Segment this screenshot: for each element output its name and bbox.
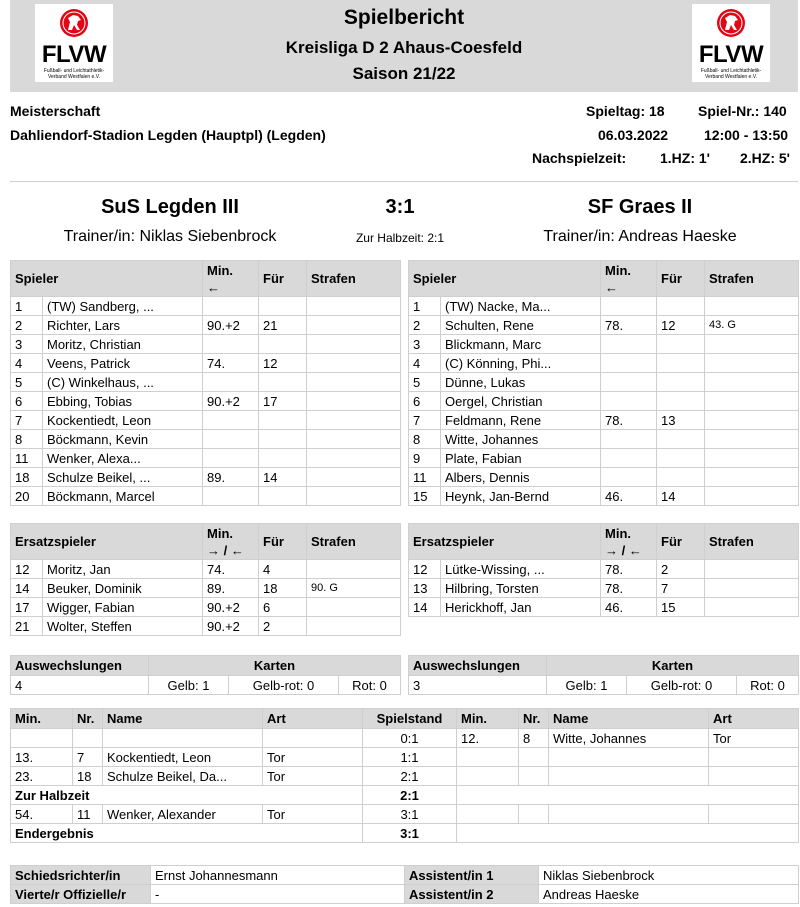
player-penalty	[307, 598, 401, 617]
player-minute	[203, 411, 259, 430]
player-number: 11	[11, 449, 43, 468]
player-penalty	[307, 430, 401, 449]
player-minute	[203, 335, 259, 354]
player-minute: 78.	[601, 316, 657, 335]
player-number: 20	[11, 487, 43, 506]
player-row	[409, 468, 799, 487]
final-score: 3:1	[385, 196, 415, 218]
header-substitutions: Auswechslungen	[409, 656, 547, 676]
player-penalty	[307, 617, 401, 636]
player-name: (C) Winkelhaus, ...	[43, 373, 203, 392]
home-goal-scorer: Kockentiedt, Leon	[103, 748, 263, 767]
player-name: Moritz, Christian	[43, 335, 203, 354]
yellow-red-cards: Gelb-rot: 0	[627, 676, 737, 695]
assistant1-label: Assistent/in 1	[405, 866, 539, 885]
player-penalty	[307, 449, 401, 468]
player-number: 4	[409, 354, 441, 373]
substitution-count: 4	[11, 676, 149, 695]
header-for: Für	[259, 261, 307, 297]
header-subs: Ersatzspieler	[11, 524, 203, 560]
player-minute	[203, 487, 259, 506]
player-name: Moritz, Jan	[43, 560, 203, 579]
player-for	[259, 449, 307, 468]
player-row	[409, 449, 799, 468]
flvw-logo-right	[692, 4, 770, 82]
away-goal-scorer	[549, 748, 709, 767]
player-minute	[601, 335, 657, 354]
player-row	[11, 411, 401, 430]
player-for	[259, 487, 307, 506]
stoppage-label: Nachspielzeit:	[532, 150, 627, 166]
header-subs: Ersatzspieler	[409, 524, 601, 560]
home-players-table	[10, 260, 401, 506]
goals-table	[10, 708, 799, 843]
player-number: 5	[11, 373, 43, 392]
player-row	[11, 487, 401, 506]
player-minute: 46.	[601, 487, 657, 506]
away-goal-number	[519, 767, 549, 786]
player-minute: 74.	[203, 354, 259, 373]
player-name: Wenker, Alexa...	[43, 449, 203, 468]
player-minute	[601, 430, 657, 449]
player-row	[409, 335, 799, 354]
player-minute	[601, 468, 657, 487]
player-for	[657, 392, 705, 411]
player-number: 1	[11, 297, 43, 316]
home-goal-number: 11	[73, 805, 103, 824]
player-minute: 74.	[203, 560, 259, 579]
player-number: 12	[11, 560, 43, 579]
player-for: 17	[259, 392, 307, 411]
player-minute: 89.	[203, 579, 259, 598]
player-penalty	[705, 560, 799, 579]
goal-score: 3:1	[363, 805, 457, 824]
player-for: 6	[259, 598, 307, 617]
header-type: Art	[709, 709, 799, 729]
away-summary-table	[408, 655, 799, 695]
assistant2-name: Andreas Haeske	[539, 885, 799, 904]
home-goal-type: Tor	[263, 748, 363, 767]
yellow-cards: Gelb: 1	[149, 676, 229, 695]
home-goal-type: Tor	[263, 767, 363, 786]
player-row	[11, 560, 401, 579]
match-number: Spiel-Nr.: 140	[698, 103, 787, 119]
home-goal-scorer: Schulze Beikel, Da...	[103, 767, 263, 786]
player-for: 4	[259, 560, 307, 579]
player-minute: 89.	[203, 468, 259, 487]
player-number: 15	[409, 487, 441, 506]
player-for	[259, 411, 307, 430]
player-row	[11, 468, 401, 487]
header-min: Min.	[11, 709, 73, 729]
header-score: Spielstand	[363, 709, 457, 729]
player-for	[259, 297, 307, 316]
player-minute	[203, 449, 259, 468]
player-row	[409, 598, 799, 617]
player-name: Lütke-Wissing, ...	[441, 560, 601, 579]
player-for: 13	[657, 411, 705, 430]
report-title: Spielbericht	[343, 6, 465, 29]
yellow-cards: Gelb: 1	[547, 676, 627, 695]
player-number: 8	[11, 430, 43, 449]
player-number: 13	[409, 579, 441, 598]
header-cards: Karten	[149, 656, 401, 676]
player-number: 17	[11, 598, 43, 617]
player-penalty	[307, 373, 401, 392]
home-summary-table	[10, 655, 401, 695]
player-for: 14	[657, 487, 705, 506]
player-name: (TW) Nacke, Ma...	[441, 297, 601, 316]
header-nr: Nr.	[73, 709, 103, 729]
player-name: Witte, Johannes	[441, 430, 601, 449]
header-penalties: Strafen	[705, 524, 799, 560]
player-penalty	[307, 487, 401, 506]
player-penalty	[705, 487, 799, 506]
league-name: Kreisliga D 2 Ahaus-Coesfeld	[285, 38, 523, 57]
player-minute	[601, 297, 657, 316]
header-min: Min.	[457, 709, 519, 729]
empty-cell	[457, 786, 799, 805]
player-penalty	[705, 297, 799, 316]
player-row	[409, 297, 799, 316]
header-nr: Nr.	[519, 709, 549, 729]
player-for: 2	[259, 617, 307, 636]
assistant2-label: Assistent/in 2	[405, 885, 539, 904]
goal-row	[11, 729, 799, 748]
player-name: Wigger, Fabian	[43, 598, 203, 617]
player-penalty	[307, 392, 401, 411]
away-goal-number	[519, 805, 549, 824]
player-for	[259, 430, 307, 449]
player-number: 14	[409, 598, 441, 617]
final-row-label: Endergebnis	[11, 824, 363, 843]
player-row	[409, 316, 799, 335]
header-penalties: Strafen	[307, 524, 401, 560]
player-name: Richter, Lars	[43, 316, 203, 335]
assistant1-name: Niklas Siebenbrock	[539, 866, 799, 885]
player-row	[11, 430, 401, 449]
player-name: Böckmann, Kevin	[43, 430, 203, 449]
away-players-table	[408, 260, 799, 506]
player-number: 2	[409, 316, 441, 335]
player-name: Hilbring, Torsten	[441, 579, 601, 598]
player-row	[11, 579, 401, 598]
player-row	[409, 411, 799, 430]
away-goal-type	[709, 767, 799, 786]
player-name: Albers, Dennis	[441, 468, 601, 487]
yellow-red-cards: Gelb-rot: 0	[229, 676, 339, 695]
logo-subtext: Fußball- und Leichtathletik-Verband Westfalen e.V.	[43, 68, 105, 80]
matchday: Spieltag: 18	[586, 103, 665, 119]
final-row-score: 3:1	[363, 824, 457, 843]
home-goal-number	[73, 729, 103, 748]
player-name: Plate, Fabian	[441, 449, 601, 468]
stoppage-second-half: 2.HZ: 5'	[740, 150, 791, 166]
player-for	[657, 297, 705, 316]
logo-subtext: Fußball- und Leichtathletik-Verband Westfalen e.V.	[700, 68, 762, 80]
home-team-name: SuS Legden III	[101, 196, 239, 218]
player-for: 18	[259, 579, 307, 598]
player-for	[657, 430, 705, 449]
header-name: Name	[549, 709, 709, 729]
header-cards: Karten	[547, 656, 799, 676]
player-for	[657, 373, 705, 392]
home-goal-type: Tor	[263, 805, 363, 824]
header-for: Für	[657, 524, 705, 560]
player-penalty	[705, 373, 799, 392]
player-for	[657, 449, 705, 468]
player-row	[409, 392, 799, 411]
player-name: (C) Könning, Phi...	[441, 354, 601, 373]
fourth-official-name: -	[151, 885, 405, 904]
player-number: 9	[409, 449, 441, 468]
player-minute: 78.	[601, 411, 657, 430]
home-goal-minute: 23.	[11, 767, 73, 786]
player-minute: 78.	[601, 560, 657, 579]
player-penalty	[307, 411, 401, 430]
home-goal-scorer	[103, 729, 263, 748]
home-trainer: Trainer/in: Niklas Siebenbrock	[63, 228, 277, 245]
header-penalties: Strafen	[705, 261, 799, 297]
player-minute: 90.+2	[203, 392, 259, 411]
match-date: 06.03.2022	[598, 127, 669, 143]
logo-text: FLVW	[698, 41, 764, 68]
home-subs-table	[10, 523, 401, 636]
player-minute: 46.	[601, 598, 657, 617]
header-players: Spieler	[11, 261, 203, 297]
away-goal-type	[709, 805, 799, 824]
player-penalty	[705, 411, 799, 430]
player-number: 3	[11, 335, 43, 354]
player-penalty	[307, 560, 401, 579]
player-for: 14	[259, 468, 307, 487]
player-penalty	[705, 430, 799, 449]
away-team-name: SF Graes II	[587, 196, 693, 218]
player-number: 11	[409, 468, 441, 487]
player-row	[11, 617, 401, 636]
player-minute	[601, 354, 657, 373]
referee-name: Ernst Johannesmann	[151, 866, 405, 885]
player-number: 3	[409, 335, 441, 354]
player-row	[409, 579, 799, 598]
halftime-row-score: 2:1	[363, 786, 457, 805]
header-substitutions: Auswechslungen	[11, 656, 149, 676]
player-name: Feldmann, Rene	[441, 411, 601, 430]
player-row	[409, 354, 799, 373]
home-goal-number: 18	[73, 767, 103, 786]
player-penalty: 43. G	[705, 316, 799, 335]
away-goal-scorer: Witte, Johannes	[549, 729, 709, 748]
player-for	[657, 354, 705, 373]
header-type: Art	[263, 709, 363, 729]
venue: Dahliendorf-Stadion Legden (Hauptpl) (Legden)	[10, 127, 326, 143]
player-row	[11, 297, 401, 316]
player-penalty	[307, 316, 401, 335]
goal-score: 1:1	[363, 748, 457, 767]
player-number: 18	[11, 468, 43, 487]
player-for: 12	[657, 316, 705, 335]
player-name: Dünne, Lukas	[441, 373, 601, 392]
player-row	[11, 449, 401, 468]
player-row	[11, 598, 401, 617]
home-goal-minute: 13.	[11, 748, 73, 767]
player-row	[11, 373, 401, 392]
player-for: 2	[657, 560, 705, 579]
player-penalty	[705, 449, 799, 468]
substitution-count: 3	[409, 676, 547, 695]
player-name: Oergel, Christian	[441, 392, 601, 411]
player-name: Veens, Patrick	[43, 354, 203, 373]
player-name: Ebbing, Tobias	[43, 392, 203, 411]
player-number: 21	[11, 617, 43, 636]
player-minute	[601, 392, 657, 411]
away-subs-table	[408, 523, 799, 617]
away-goal-minute	[457, 805, 519, 824]
player-for: 7	[657, 579, 705, 598]
player-number: 14	[11, 579, 43, 598]
player-name: Schulze Beikel, ...	[43, 468, 203, 487]
player-name: Heynk, Jan-Bernd	[441, 487, 601, 506]
player-row	[11, 354, 401, 373]
goal-row	[11, 805, 799, 824]
player-penalty	[705, 335, 799, 354]
player-name: Kockentiedt, Leon	[43, 411, 203, 430]
player-name: Herickhoff, Jan	[441, 598, 601, 617]
player-penalty	[705, 354, 799, 373]
player-penalty	[307, 354, 401, 373]
player-minute: 78.	[601, 579, 657, 598]
player-row	[11, 392, 401, 411]
red-cards: Rot: 0	[737, 676, 799, 695]
header-players: Spieler	[409, 261, 601, 297]
away-goal-scorer	[549, 767, 709, 786]
away-goal-type: Tor	[709, 729, 799, 748]
player-row	[409, 560, 799, 579]
home-goal-minute: 54.	[11, 805, 73, 824]
player-for	[259, 373, 307, 392]
halftime-score: Zur Halbzeit: 2:1	[355, 231, 445, 245]
player-minute	[203, 297, 259, 316]
player-for	[657, 468, 705, 487]
player-for: 12	[259, 354, 307, 373]
player-minute	[601, 373, 657, 392]
player-number: 2	[11, 316, 43, 335]
header-min: Min. → / ←	[601, 524, 657, 560]
player-number: 1	[409, 297, 441, 316]
player-penalty	[307, 335, 401, 354]
away-goal-type	[709, 748, 799, 767]
player-row	[409, 487, 799, 506]
player-minute	[601, 449, 657, 468]
empty-cell	[457, 824, 799, 843]
stoppage-first-half: 1.HZ: 1'	[660, 150, 711, 166]
player-minute	[203, 430, 259, 449]
header-for: Für	[657, 261, 705, 297]
player-name: Wolter, Steffen	[43, 617, 203, 636]
home-goal-scorer: Wenker, Alexander	[103, 805, 263, 824]
player-penalty	[705, 598, 799, 617]
away-goal-number: 8	[519, 729, 549, 748]
horse-crest-icon	[716, 6, 746, 40]
player-for	[657, 335, 705, 354]
player-number: 6	[11, 392, 43, 411]
fourth-official-label: Vierte/r Offizielle/r	[11, 885, 151, 904]
away-goal-minute: 12.	[457, 729, 519, 748]
season-label: Saison 21/22	[352, 64, 456, 83]
player-penalty	[705, 468, 799, 487]
player-number: 12	[409, 560, 441, 579]
logo-text: FLVW	[41, 41, 107, 68]
player-for	[259, 335, 307, 354]
player-name: Blickmann, Marc	[441, 335, 601, 354]
player-name: (TW) Sandberg, ...	[43, 297, 203, 316]
away-goal-scorer	[549, 805, 709, 824]
player-number: 8	[409, 430, 441, 449]
player-minute	[203, 373, 259, 392]
player-number: 7	[11, 411, 43, 430]
player-name: Schulten, Rene	[441, 316, 601, 335]
player-row	[11, 316, 401, 335]
player-penalty: 90. G	[307, 579, 401, 598]
red-cards: Rot: 0	[339, 676, 401, 695]
divider	[10, 181, 798, 182]
goal-score: 2:1	[363, 767, 457, 786]
home-goal-minute	[11, 729, 73, 748]
player-row	[11, 335, 401, 354]
header-for: Für	[259, 524, 307, 560]
player-penalty	[307, 297, 401, 316]
player-for: 21	[259, 316, 307, 335]
goal-row	[11, 767, 799, 786]
player-number: 6	[409, 392, 441, 411]
header-min: Min. → / ←	[203, 524, 259, 560]
away-goal-number	[519, 748, 549, 767]
goal-score: 0:1	[363, 729, 457, 748]
match-time: 12:00 - 13:50	[704, 127, 789, 143]
away-trainer: Trainer/in: Andreas Haeske	[543, 228, 737, 245]
player-for: 15	[657, 598, 705, 617]
player-minute: 90.+2	[203, 598, 259, 617]
home-goal-type	[263, 729, 363, 748]
referee-label: Schiedsrichter/in	[11, 866, 151, 885]
away-goal-minute	[457, 767, 519, 786]
player-number: 7	[409, 411, 441, 430]
player-number: 5	[409, 373, 441, 392]
header-min: Min. ←	[203, 261, 259, 297]
goal-row	[11, 748, 799, 767]
player-minute: 90.+2	[203, 617, 259, 636]
player-name: Böckmann, Marcel	[43, 487, 203, 506]
home-goal-number: 7	[73, 748, 103, 767]
report-header	[10, 0, 798, 92]
header-penalties: Strafen	[307, 261, 401, 297]
player-row	[409, 373, 799, 392]
competition-type: Meisterschaft	[10, 103, 101, 119]
header-name: Name	[103, 709, 263, 729]
player-number: 4	[11, 354, 43, 373]
player-name: Beuker, Dominik	[43, 579, 203, 598]
player-penalty	[705, 392, 799, 411]
officials-table	[10, 865, 799, 904]
player-row	[409, 430, 799, 449]
player-penalty	[705, 579, 799, 598]
player-minute: 90.+2	[203, 316, 259, 335]
header-min: Min. ←	[601, 261, 657, 297]
halftime-row-label: Zur Halbzeit	[11, 786, 363, 805]
away-goal-minute	[457, 748, 519, 767]
player-penalty	[307, 468, 401, 487]
